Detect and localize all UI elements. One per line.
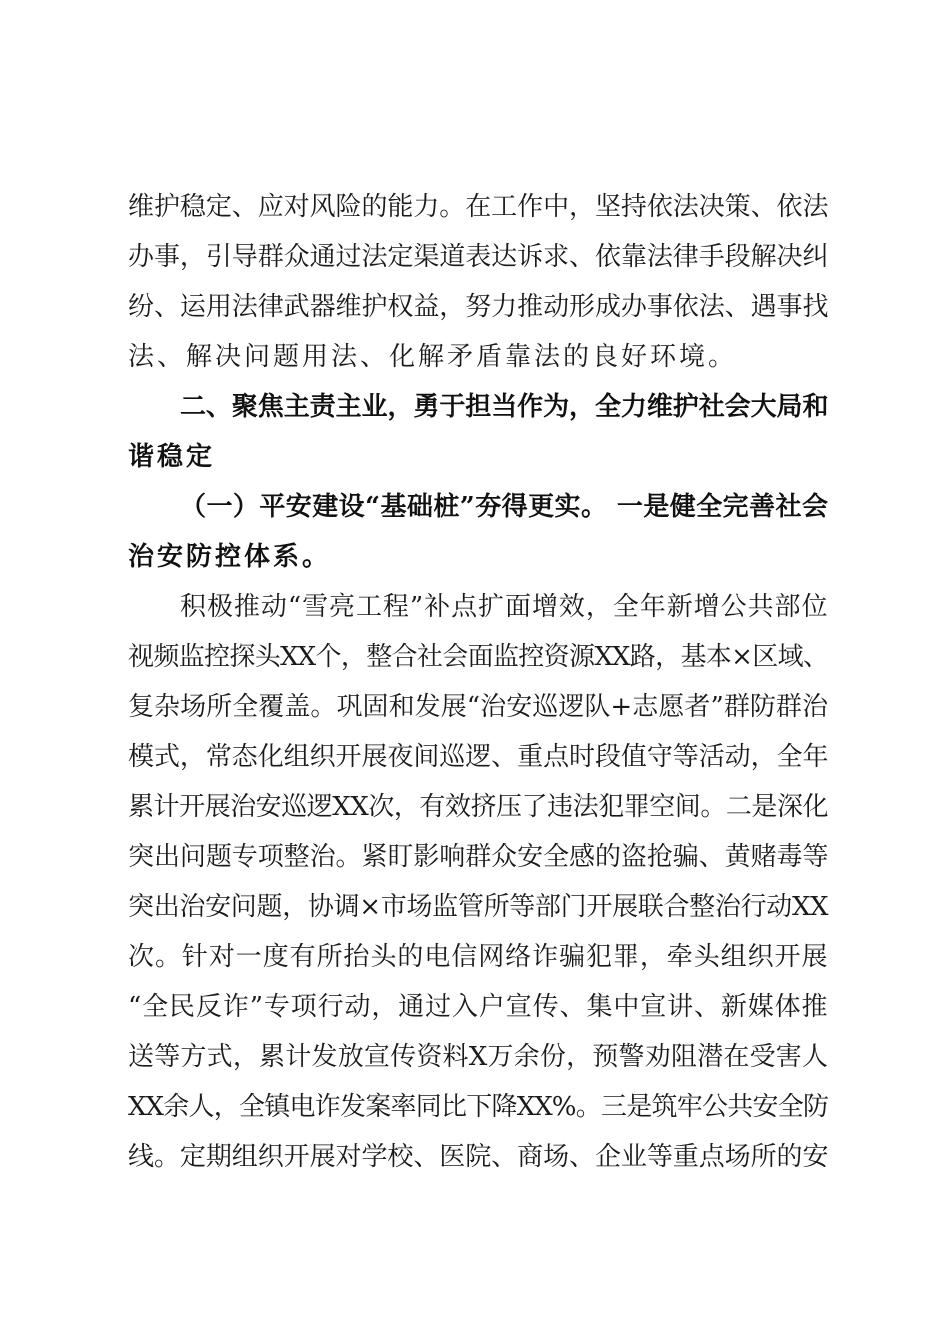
paragraph-line: 突出问题专项整治。紧盯影响群众安全感的盗抢骗、黄赌毒等	[128, 842, 828, 872]
paragraph-line: 法、解决问题用法、化解矛盾靠法的良好环境。	[128, 342, 738, 372]
paragraph-line: XX余人，全镇电诈发案率同比下降XX%。三是筑牢公共安全防	[128, 1092, 828, 1122]
paragraph-line: “全民反诈”专项行动，通过入户宣传、集中宣讲、新媒体推	[128, 992, 828, 1022]
subsection-heading: （一）平安建设“基础桩”夯得更实。 一是健全完善社会	[180, 492, 828, 522]
section-heading: 谐稳定	[128, 442, 216, 472]
paragraph-line: 复杂场所全覆盖。巩固和发展“治安巡逻队+志愿者”群防群治	[128, 692, 828, 722]
paragraph-line: 办事，引导群众通过法定渠道表达诉求、依靠法律手段解决纠	[128, 242, 828, 272]
paragraph-line: 送等方式，累计发放宣传资料X万余份，预警劝阻潜在受害人	[128, 1042, 828, 1072]
subsection-heading: 治安防控体系。	[128, 542, 332, 572]
section-heading: 二、聚焦主责主业，勇于担当作为，全力维护社会大局和	[180, 392, 828, 422]
paragraph-line: 模式，常态化组织开展夜间巡逻、重点时段值守等活动，全年	[128, 742, 828, 772]
paragraph-line: 次。针对一度有所抬头的电信网络诈骗犯罪，牵头组织开展	[128, 942, 828, 972]
paragraph-line: 线。定期组织开展对学校、医院、商场、企业等重点场所的安	[128, 1142, 828, 1172]
paragraph-line: 突出治安问题，协调×市场监管所等部门开展联合整治行动XX	[128, 892, 828, 922]
paragraph-line: 累计开展治安巡逻XX次，有效挤压了违法犯罪空间。二是深化	[128, 792, 828, 822]
paragraph-line: 维护稳定、应对风险的能力。在工作中，坚持依法决策、依法	[128, 192, 828, 222]
paragraph-line: 纷、运用法律武器维护权益，努力推动形成办事依法、遇事找	[128, 292, 828, 322]
paragraph-line: 视频监控探头XX个，整合社会面监控资源XX路，基本×区域、	[128, 642, 828, 672]
paragraph-line: 积极推动“雪亮工程”补点扩面增效，全年新增公共部位	[180, 592, 828, 622]
